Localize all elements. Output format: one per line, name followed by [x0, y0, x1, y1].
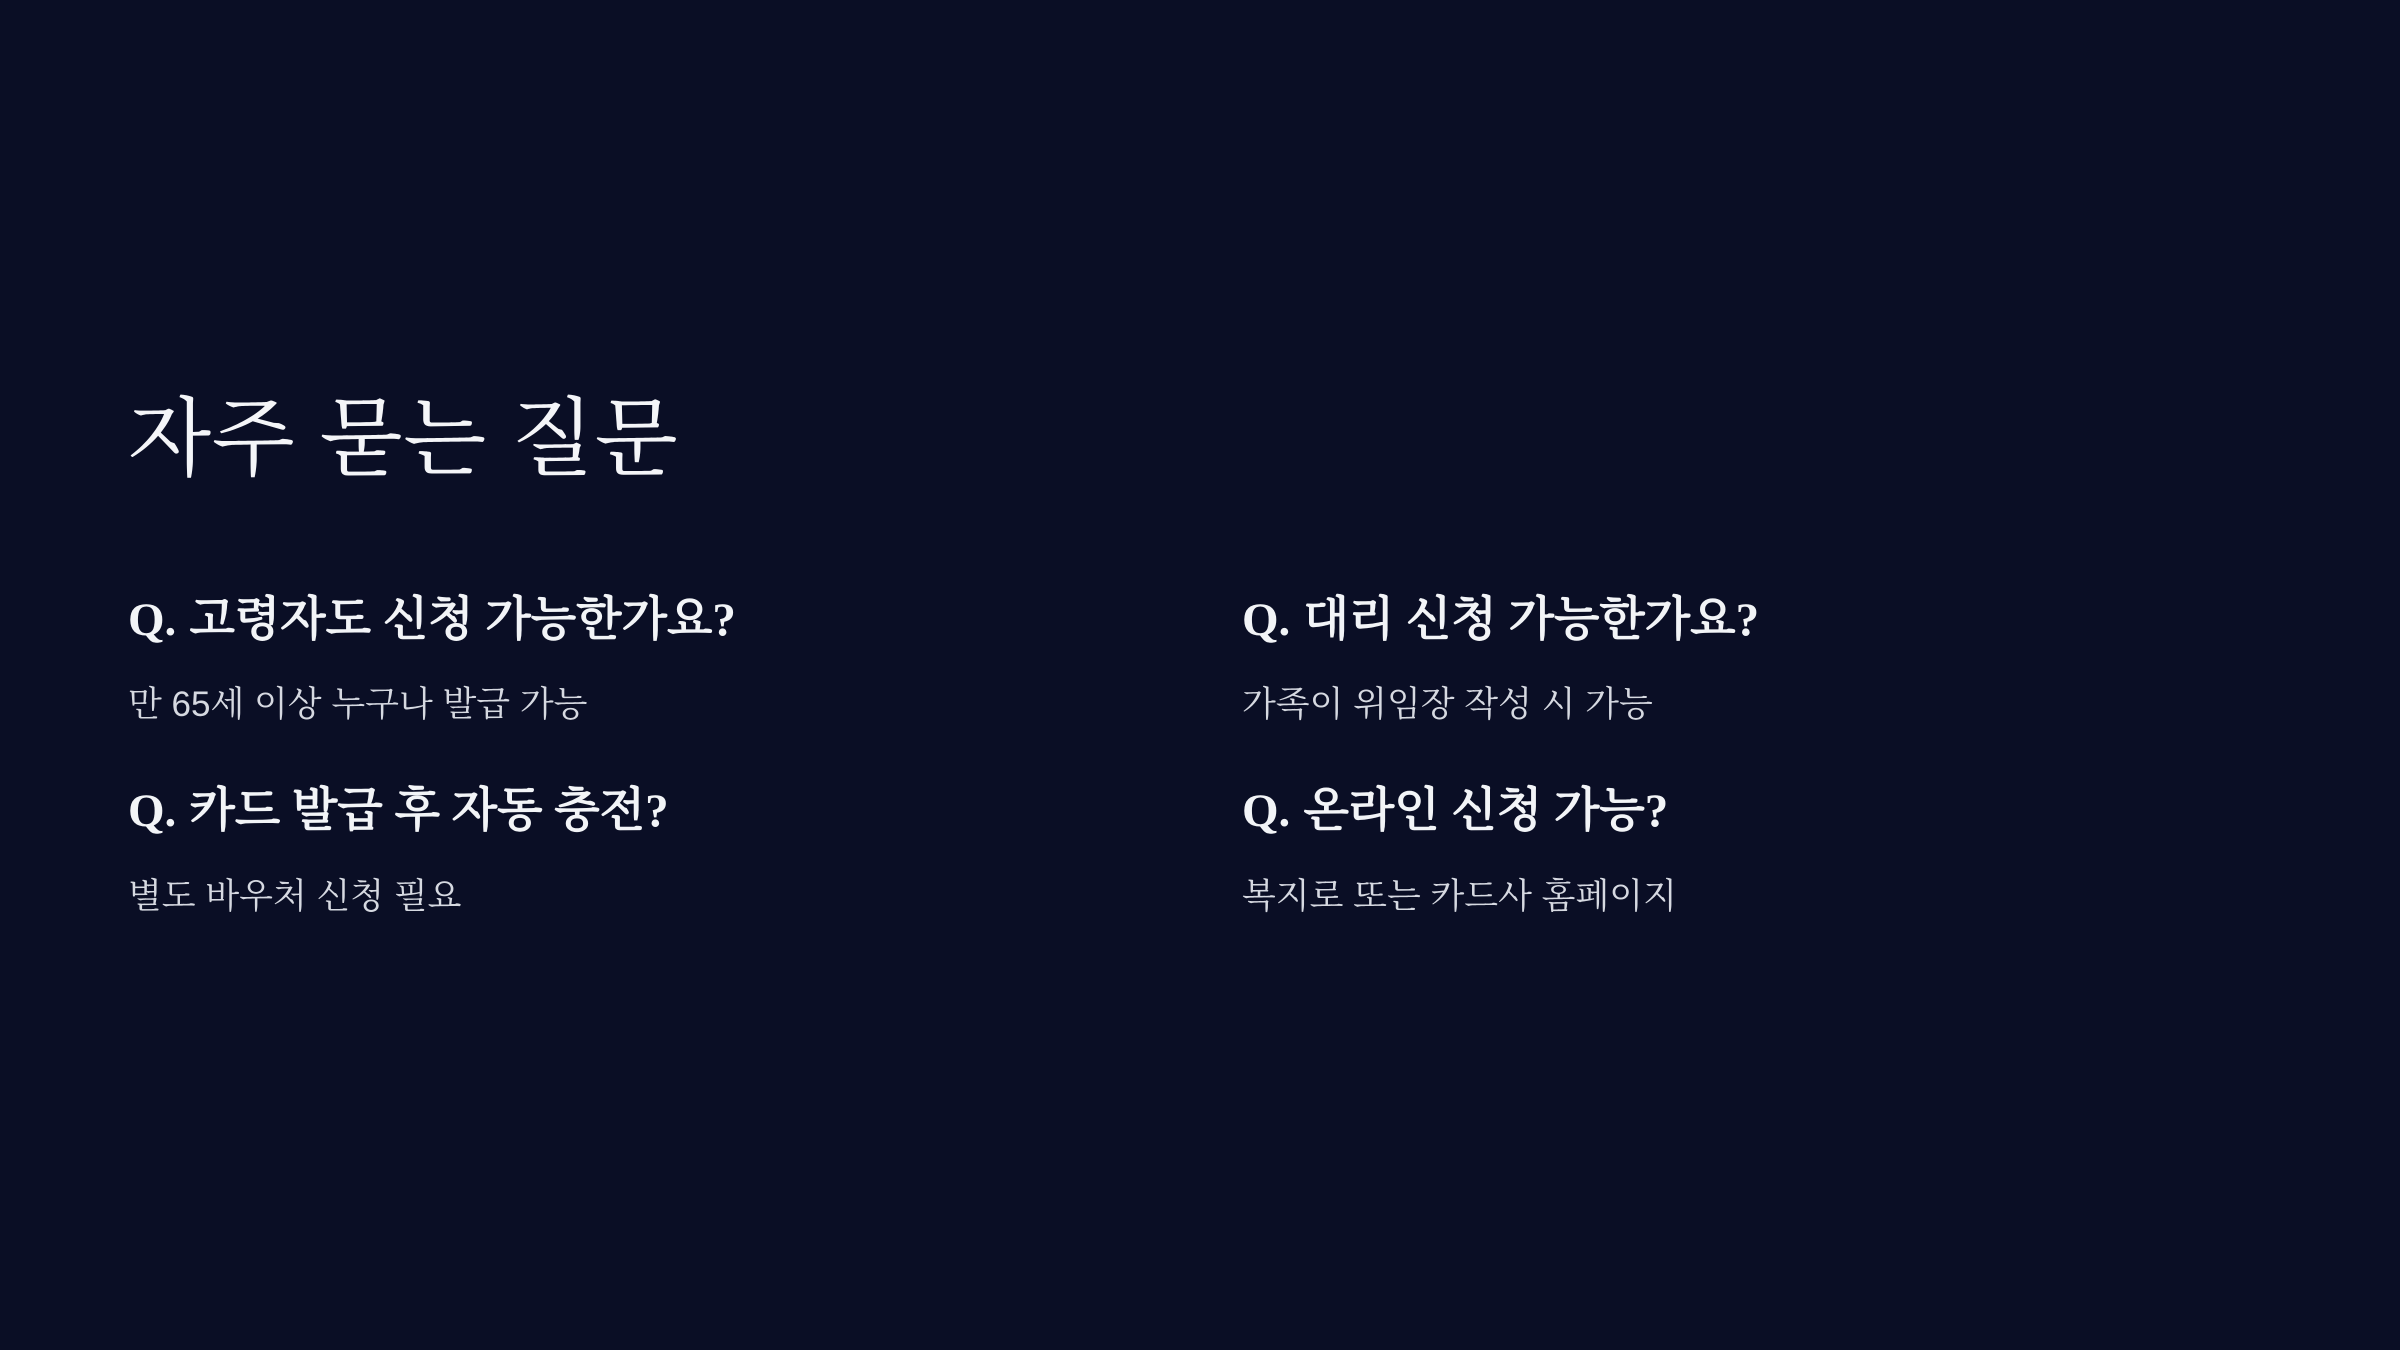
faq-item — [128, 592, 736, 783]
question-prefix: Q. — [1242, 594, 1291, 646]
faq-question — [128, 783, 669, 839]
faq-column-right — [1242, 592, 1759, 918]
faq-question — [1242, 783, 1677, 839]
faq-answer: 만 65세 이상 누구나 발급 가능 — [128, 685, 588, 725]
question-text: 대리 신청 가능한가요? — [1303, 594, 1760, 646]
question-text: 고령자도 신청 가능한가요? — [189, 594, 736, 646]
faq-answer: 가족이 위임장 작성 시 가능 — [1242, 685, 1653, 725]
faq-grid — [128, 592, 1759, 918]
faq-item — [1242, 783, 1677, 917]
faq-item — [1242, 592, 1759, 783]
faq-question — [1242, 592, 1759, 648]
faq-question — [128, 592, 736, 648]
page-title: 자주 묻는 질문 — [128, 391, 679, 487]
faq-item — [128, 783, 669, 917]
question-text: 카드 발급 후 자동 충전? — [189, 785, 669, 838]
faq-column-left — [128, 592, 1242, 918]
question-prefix: Q. — [128, 594, 177, 646]
faq-answer: 별도 바우처 신청 필요 — [128, 876, 462, 916]
question-prefix: Q. — [128, 785, 177, 838]
faq-answer: 복지로 또는 카드사 홈페이지 — [1242, 876, 1677, 916]
question-prefix: Q. — [1242, 785, 1291, 838]
question-text: 온라인 신청 가능? — [1303, 785, 1669, 838]
